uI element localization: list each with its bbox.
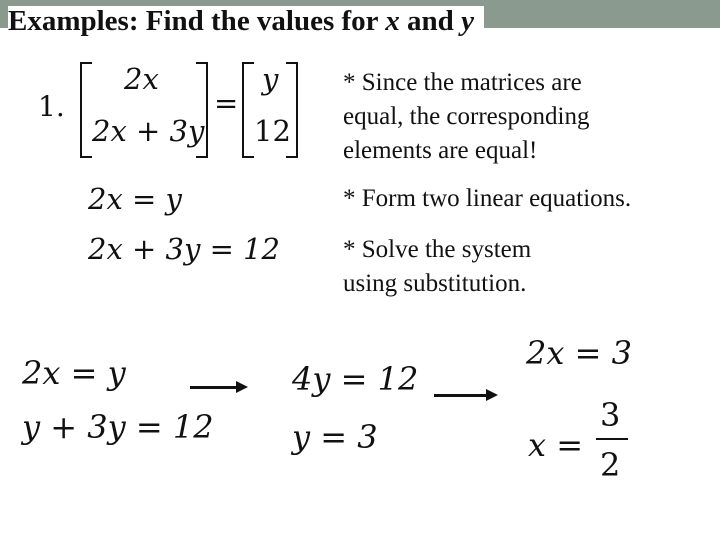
left-matrix-entry-bottom: 2x + 3y xyxy=(92,114,205,148)
equation-2: 2x + 3y = 12 xyxy=(88,232,281,266)
title-text: Examples: Find the values for xyxy=(8,5,386,37)
step2-equation-2: y = 3 xyxy=(292,418,378,456)
problem-number: 1. xyxy=(38,90,65,123)
matrix-equals-sign: = xyxy=(214,86,239,120)
title-and: and xyxy=(399,5,462,37)
left-matrix-left-bracket xyxy=(80,62,92,158)
left-matrix-entry-top: 2x xyxy=(124,62,159,96)
step3-fraction-bar xyxy=(596,438,628,440)
slide-title xyxy=(8,6,484,38)
note-matrices-equal: * Since the matrices are equal, the corresponding elements are equal! xyxy=(343,69,590,164)
step1-equation-2: y + 3y = 12 xyxy=(22,408,214,446)
step3-lhs: x = xyxy=(528,426,584,464)
right-matrix-entry-top: y xyxy=(262,62,279,96)
note-form-equations: * Form two linear equations. xyxy=(343,185,632,212)
right-matrix-right-bracket xyxy=(286,62,298,158)
arrow-1-line xyxy=(190,386,238,389)
equation-1: 2x = y xyxy=(88,182,182,216)
title-var-y: y xyxy=(461,5,474,37)
step3-equation-1: 2x = 3 xyxy=(526,334,632,372)
left-matrix-right-bracket xyxy=(196,62,208,158)
title-var-x: x xyxy=(385,5,400,37)
step2-equation-1: 4y = 12 xyxy=(292,360,419,398)
arrow-2-head xyxy=(486,389,498,401)
arrow-1-head xyxy=(236,381,248,393)
arrow-2-line xyxy=(434,394,488,397)
step3-numerator: 3 xyxy=(600,396,621,434)
right-matrix-left-bracket xyxy=(242,62,254,158)
step1-equation-1: 2x = y xyxy=(22,354,126,392)
note-substitution: * Solve the system using substitution. xyxy=(343,236,532,297)
right-matrix-entry-bottom: 12 xyxy=(254,114,291,148)
step3-denominator: 2 xyxy=(600,446,621,484)
